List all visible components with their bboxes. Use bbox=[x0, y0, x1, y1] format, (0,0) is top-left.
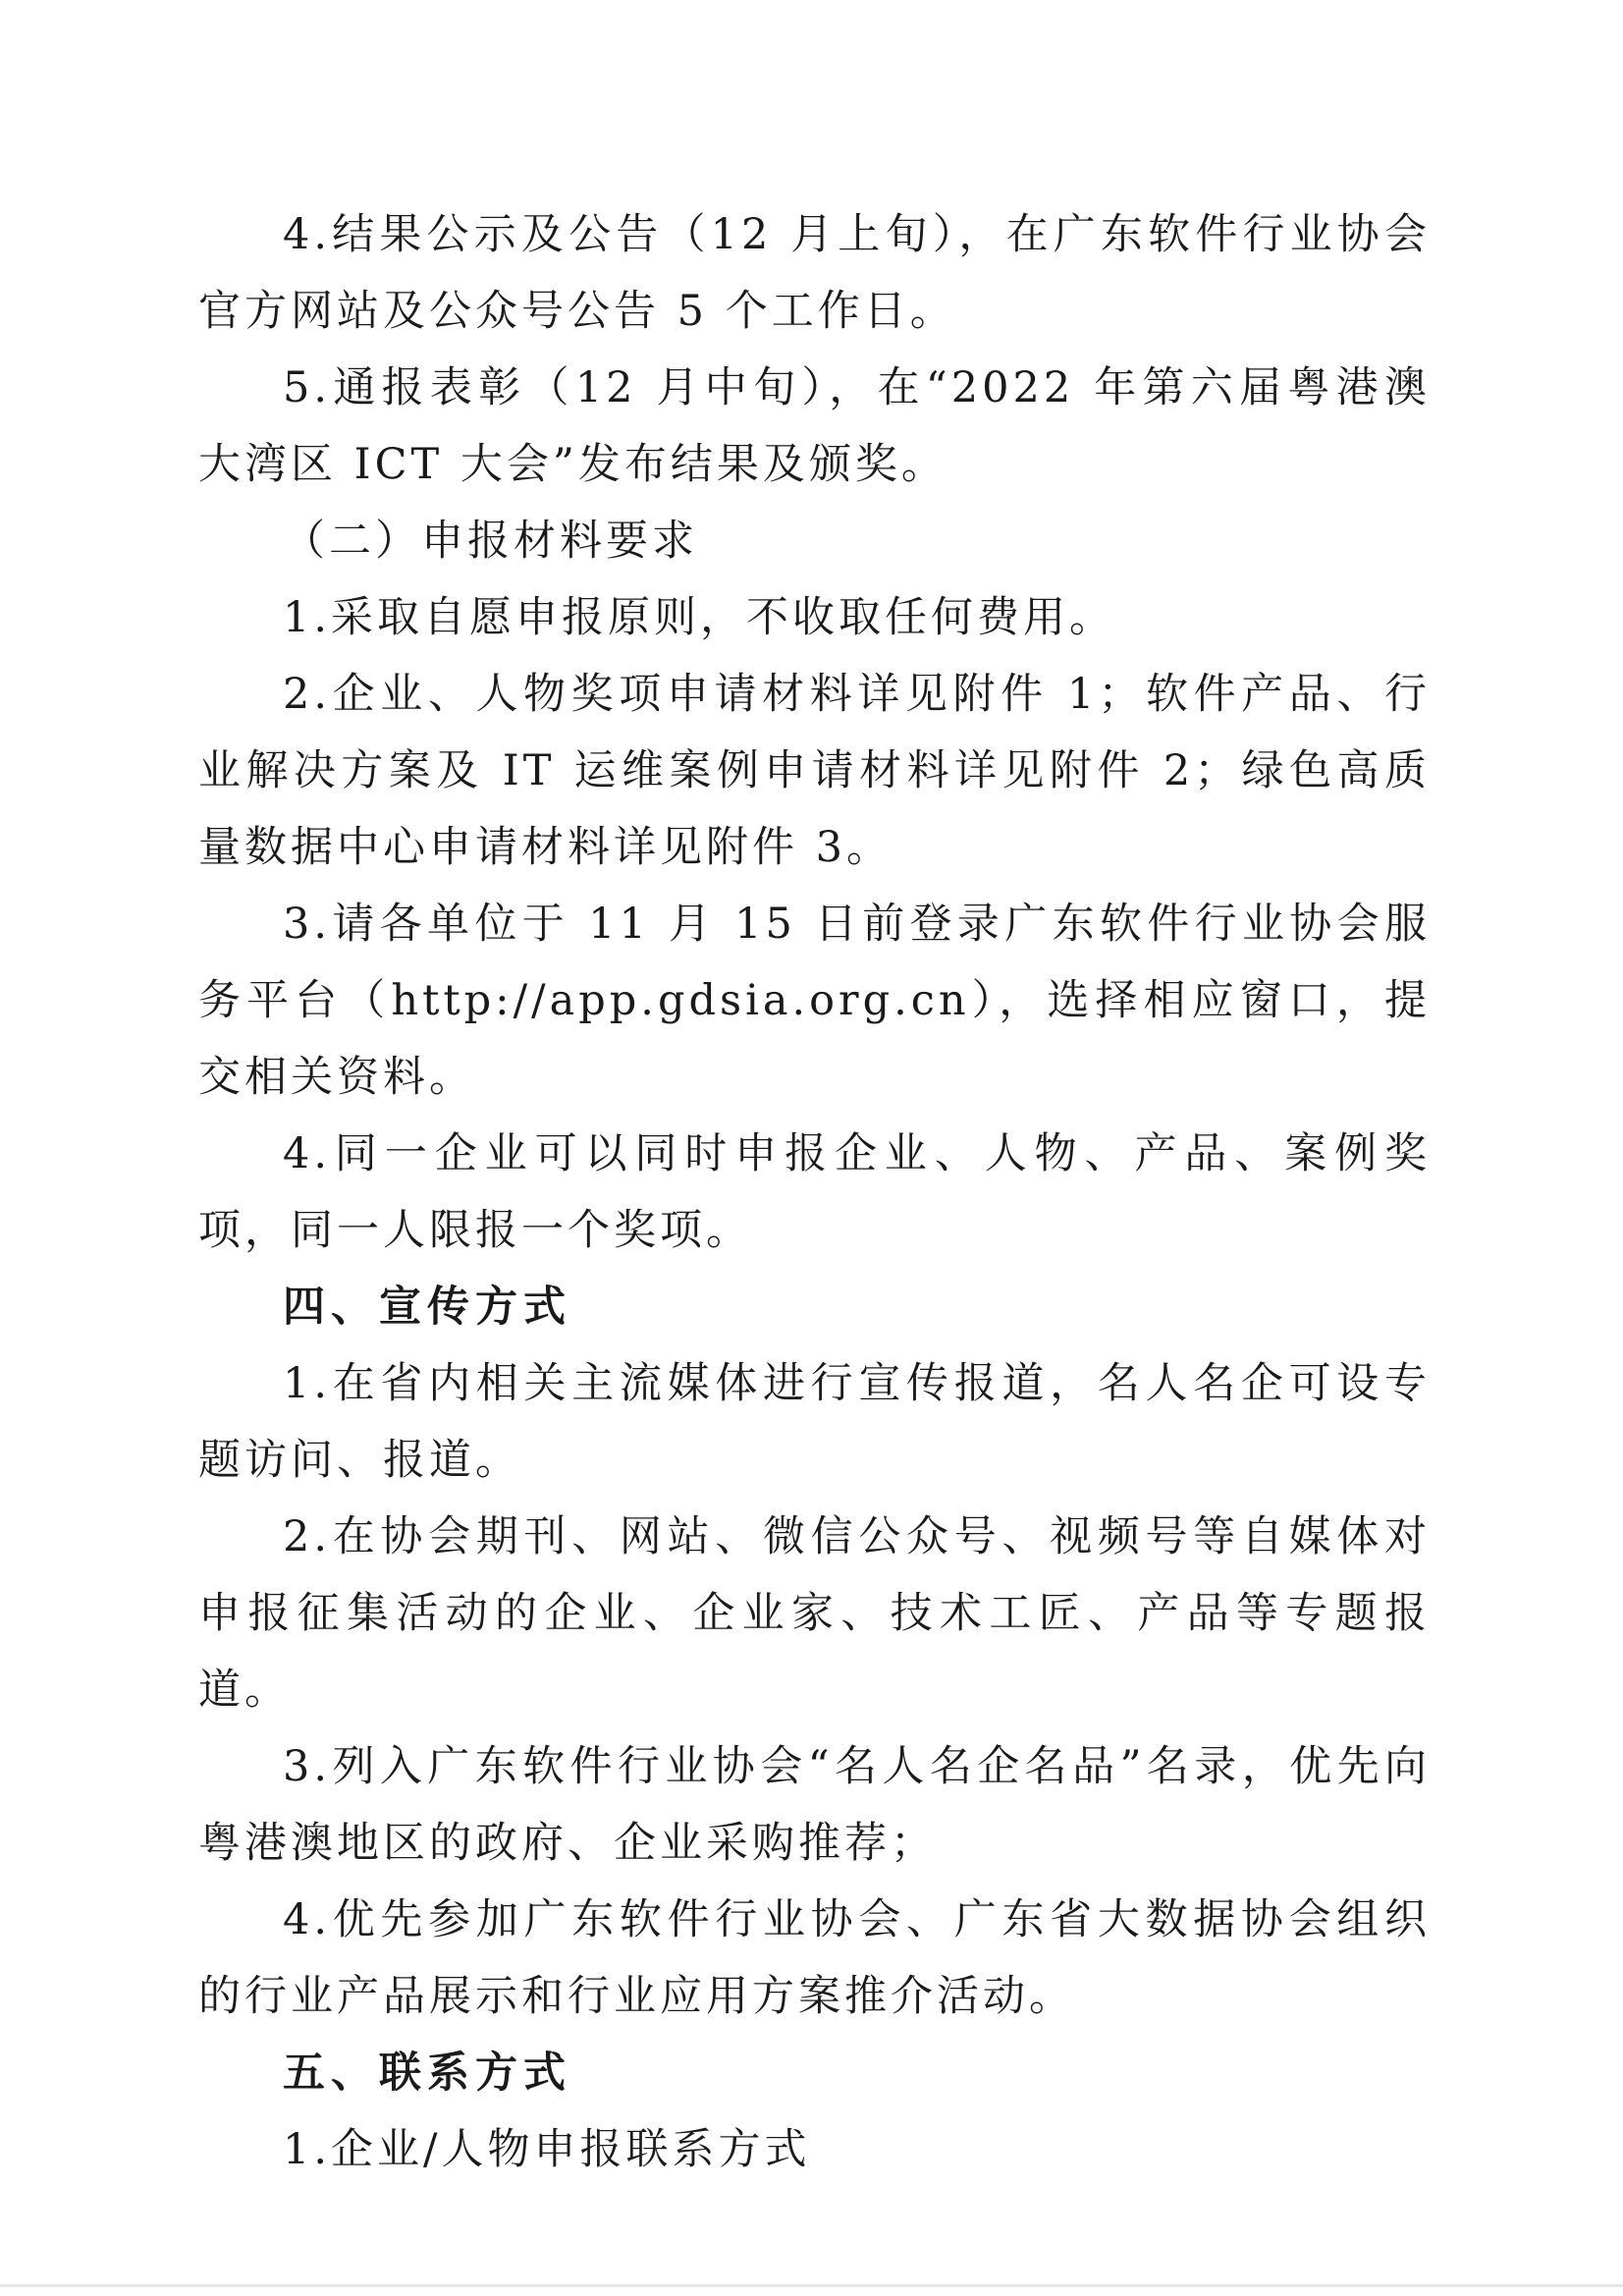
paragraph-self-media: 2.在协会期刊、网站、微信公众号、视频号等自媒体对申报征集活动的企业、企业家、技术工匠、产品等专题报道。 bbox=[198, 1512, 1431, 1715]
paragraph-directory-listing: 3.列入广东软件行业协会“名人名企名品”名录，优先向粤港澳地区的政府、企业采购推荐； bbox=[198, 1742, 1431, 1868]
document-body bbox=[198, 196, 1431, 2188]
paragraph-submission-platform: 3.请各单位于 11 月 15 日前登录广东软件行业协会服务平台（http://app.gdsia.org.cn），选择相应窗口，提交相关资料。 bbox=[198, 900, 1431, 1102]
paragraph-exhibitions: 4.优先参加广东软件行业协会、广东省大数据协会组织的行业产品展示和行业应用方案推介活动。 bbox=[198, 1895, 1431, 2021]
paragraph-media-coverage: 1.在省内相关主流媒体进行宣传报道，名人名企可设专题访问、报道。 bbox=[198, 1359, 1431, 1485]
scan-edge-line bbox=[0, 2284, 1623, 2287]
paragraph-voluntary-application: 1.采取自愿申报原则，不收取任何费用。 bbox=[283, 593, 1116, 642]
paragraph-attachments: 2.企业、人物奖项申请材料详见附件 1；软件产品、行业解决方案及 IT 运维案例申请材料详见附件 2；绿色高质量数据中心申请材料详见附件 3。 bbox=[198, 670, 1431, 872]
section-heading-publicity: 四、宣传方式 bbox=[283, 1283, 571, 1332]
subheading-application-materials: （二）申报材料要求 bbox=[283, 517, 698, 566]
paragraph-multiple-awards: 4.同一企业可以同时申报企业、人物、产品、案例奖项，同一人限报一个奖项。 bbox=[198, 1129, 1431, 1255]
paragraph-contact-enterprise: 1.企业/人物申报联系方式 bbox=[283, 2125, 811, 2174]
section-heading-contact: 五、联系方式 bbox=[283, 2049, 571, 2098]
paragraph-result-announcement: 4.结果公示及公告（12 月上旬），在广东软件行业协会官方网站及公众号公告 5 个工作日。 bbox=[198, 210, 1431, 336]
paragraph-commendation: 5.通报表彰（12 月中旬），在“2022 年第六届粤港澳大湾区 ICT 大会”发布结果及颁奖。 bbox=[198, 363, 1431, 489]
